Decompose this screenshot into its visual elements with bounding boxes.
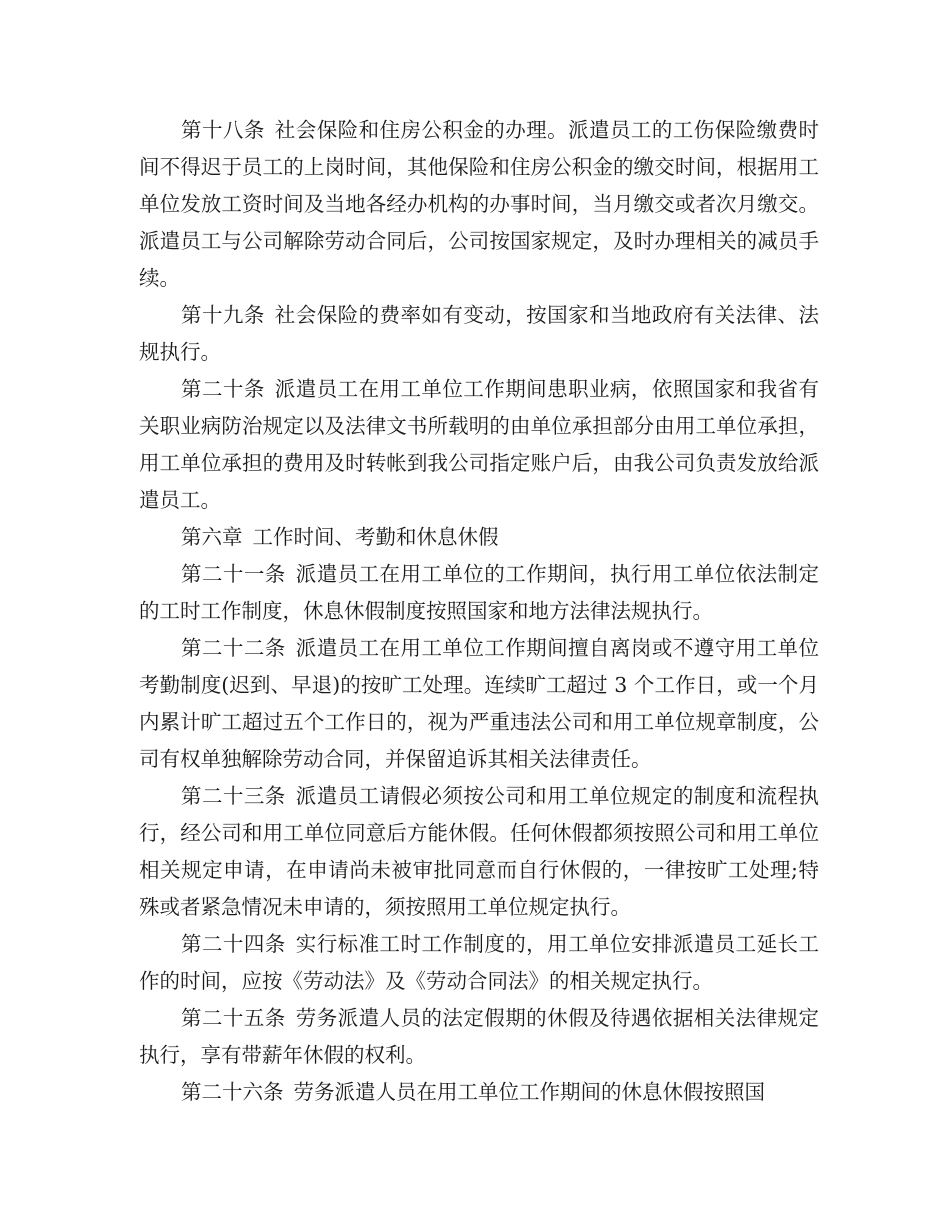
article-20: [139, 371, 819, 519]
article-label: 第二十二条: [181, 636, 286, 660]
article-text: 社会保险和住房公积金的办理。派遣员工的工伤保险缴费时间不得迟于员工的上岗时间，其他保险和住房公积金的缴交时间，根据用工单位发放工资时间及当地各经办机构的办事时间，当月缴交或者次月缴交。派遣员工与公司解除劳动合同后，公司按国家规定，及时办理相关的减员手续。: [139, 118, 820, 290]
article-label: 第十八条: [181, 118, 265, 142]
article-text: 派遣员工请假必须按公司和用工单位规定的制度和流程执行，经公司和用工单位同意后方能休假。任何休假都须按照公司和用工单位相关规定申请，在申请尚未被审批同意而自行休假的，一律按旷工处理;特殊或者紧急情况未申请的，须按照用工单位规定执行。: [139, 784, 820, 919]
article-label: 第二十三条: [181, 784, 286, 808]
article-25: [139, 1000, 819, 1074]
article-22: [139, 630, 819, 778]
article-label: 第二十四条: [181, 932, 286, 956]
article-18: [139, 112, 819, 297]
article-text: 劳务派遣人员的法定假期的休假及待遇依据相关法律规定执行，享有带薪年休假的权利。: [139, 1006, 820, 1067]
article-24: [139, 926, 819, 1000]
chapter-title: 工作时间、考勤和休息休假: [252, 525, 499, 549]
article-21: [139, 556, 819, 630]
article-text: 派遣员工在用工单位工作期间患职业病，依照国家和我省有关职业病防治规定以及法律文书所载明的由单位承担部分由用工单位承担，用工单位承担的费用及时转帐到我公司指定账户后，由我公司负责发放给派遣员工。: [139, 377, 820, 512]
chapter-6-heading: [139, 519, 819, 556]
chapter-label: 第六章: [181, 525, 243, 549]
article-label: 第二十一条: [181, 562, 286, 586]
article-text: 社会保险的费率如有变动，按国家和当地政府有关法律、法规执行。: [139, 303, 820, 364]
article-text: 劳务派遣人员在用工单位工作期间的休息休假按照国: [293, 1080, 765, 1104]
article-label: 第十九条: [181, 303, 265, 327]
article-23: [139, 778, 819, 926]
article-19: [139, 297, 819, 371]
article-26: [139, 1074, 819, 1111]
article-text: 实行标准工时工作制度的，用工单位安排派遣员工延长工作的时间，应按《劳动法》及《劳动合同法》的相关规定执行。: [139, 932, 820, 993]
article-text: 派遣员工在用工单位的工作期间，执行用工单位依法制定的工时工作制度，休息休假制度按照国家和地方法律法规执行。: [139, 562, 820, 623]
document-body: [139, 112, 819, 1111]
article-label: 第二十五条: [181, 1006, 286, 1030]
article-text: 派遣员工在用工单位工作期间擅自离岗或不遵守用工单位考勤制度(迟到、早退)的按旷工处理。连续旷工超过 3 个工作日，或一个月内累计旷工超过五个工作日的，视为严重违法公司和用工单位规章制度，公司有权单独解除劳动合同，并保留追诉其相关法律责任。: [139, 636, 820, 771]
article-label: 第二十六条: [181, 1080, 284, 1104]
article-label: 第二十条: [181, 377, 265, 401]
